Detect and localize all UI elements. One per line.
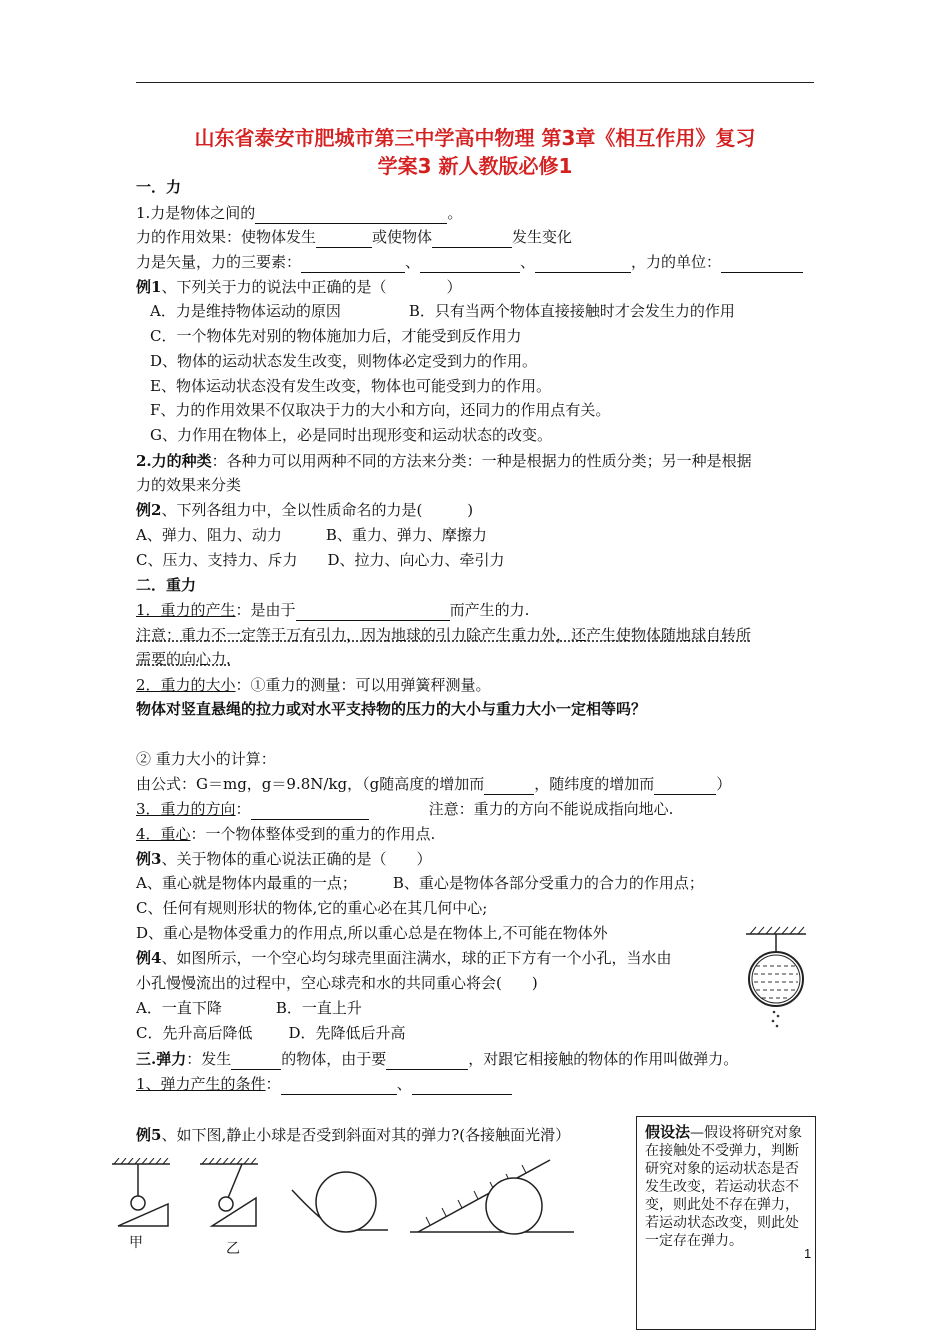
hypothesis-method-note — [636, 1116, 816, 1330]
force-effect-line: 力的作用效果：使物体发生 或使物体 发生变化 — [136, 228, 573, 246]
example3-question: 例3、关于物体的重心说法正确的是（ ） — [136, 850, 432, 868]
example4-option-ab: A．一直下降 B．一直上升 — [136, 999, 362, 1017]
example3-option-c: C、任何有规则形状的物体,它的重心必在其几何中心; — [136, 899, 488, 917]
center-of-gravity-line: 4．重心：一个物体整体受到的重力的作用点. — [136, 825, 436, 843]
force-def-line: 1.力是物体之间的 。 — [136, 204, 463, 222]
force-elements-line: 力是矢量，力的三要素： 、 、 ，力的单位： — [136, 251, 803, 273]
gravity-formula-line: 由公式：G＝mg，g＝9.8N/kg，（g随高度的增加而 ，随纬度的增加而 ） — [136, 775, 732, 793]
example1-question: 例1、下列关于力的说法中正确的是（ ） — [136, 278, 462, 296]
gravity-note-line2: 需要的向心力. — [136, 650, 231, 668]
example3-option-ab: A、重心就是物体内最重的一点； B、重心是物体各部分受重力的合力的作用点； — [136, 874, 704, 892]
example4-question-line2: 小孔慢慢流出的过程中，空心球壳和水的共同重心将会( ) — [136, 974, 538, 992]
elastic-condition-line: 1、弹力产生的条件： 、 — [136, 1073, 512, 1095]
page-number: 1 — [804, 1246, 812, 1261]
doc-title-line1: 山东省泰安市肥城市第三中学高中物理 第3章《相互作用》复习 — [194, 126, 756, 150]
example4-option-cd: C．先升高后降低 D．先降低后升高 — [136, 1024, 406, 1042]
example1-option-g: G、力作用在物体上，必是同时出现形变和运动状态的改变。 — [150, 426, 552, 444]
example1-option-f: F、力的作用效果不仅取决于力的大小和方向，还同力的作用点有关。 — [150, 401, 611, 419]
example5-question: 例5、如下图,静止小球是否受到斜面对其的弹力?(各接触面光滑） — [136, 1126, 571, 1144]
example4-question-line1: 例4、如图所示，一个空心均匀球壳里面注满水，球的正下方有一个小孔，当水由 — [136, 949, 672, 967]
figure-incline-ball — [410, 1160, 574, 1234]
example2-option-cd: C、压力、支持力、斥力 D、拉力、向心力、牵引力 — [136, 551, 505, 569]
gravity-calc-heading: ② 重力大小的计算： — [136, 750, 276, 768]
example1-option-d: D、物体的运动状态发生改变，则物体必定受到力的作用。 — [150, 352, 538, 370]
section2-heading: 二．重力 — [136, 576, 197, 594]
figure-jia — [112, 1158, 170, 1226]
example1-option-ab: A．力是维持物体运动的原因 B．只有当两个物体直接接触时才会发生力的作用 — [150, 302, 735, 320]
note-box-bold: 假设法 — [645, 1123, 691, 1141]
gravity-bold-question: 物体对竖直悬绳的拉力或对水平支持物的压力的大小与重力大小一定相等吗？ — [136, 700, 647, 718]
example2-option-ab: A、弹力、阻力、动力 B、重力、弹力、摩擦力 — [136, 526, 487, 544]
figure-label-jia: 甲 — [129, 1235, 143, 1251]
elastic-force-line: 三.弹力：发生 的物体，由于要 ，对跟它相接触的物体的作用叫做弹力。 — [136, 1050, 739, 1068]
header-rule — [136, 82, 814, 83]
force-kinds-line2: 力的效果来分类 — [136, 476, 242, 494]
gravity-origin-line: 1．重力的产生：是由于 而产生的力. — [136, 601, 530, 619]
note-box-text: —假设将研究对象在接触处不受弹力，判断研究对象的运动状态是否发生改变，若运动状态不变，则此处不存在弹力，若运动状态改变，则此处一定存在弹力。 — [645, 1125, 803, 1249]
force-kinds-line1: 2.力的种类：各种力可以用两种不同的方法来分类：一种是根据力的性质分类；另一种是根据 — [136, 452, 752, 470]
figure-curve-ball — [292, 1172, 388, 1232]
example3-option-d: D、重心是物体受重力的作用点,所以重心总是在物体上,不可能在物体外 — [136, 924, 608, 942]
hollow-sphere-figure — [740, 926, 812, 1034]
figure-label-yi: 乙 — [226, 1241, 240, 1257]
example2-question: 例2、下列各组力中，全以性质命名的力是( ) — [136, 501, 474, 519]
gravity-size-line: 2．重力的大小：①重力的测量：可以用弹簧秤测量。 — [136, 676, 491, 694]
example5-figures — [104, 1158, 584, 1244]
example1-option-c: C．一个物体先对别的物体施加力后，才能受到反作用力 — [150, 327, 522, 345]
section1-heading: 一．力 — [136, 178, 182, 196]
gravity-note-line1: 注意：重力不一定等于万有引力，因为地球的引力除产生重力外，还产生使物体随地球自转所 — [136, 626, 752, 644]
doc-title-line2: 学案3 新人教版必修1 — [377, 154, 573, 178]
gravity-direction-line: 3．重力的方向： 注意：重力的方向不能说成指向地心. — [136, 800, 674, 818]
example1-option-e: E、物体运动状态没有发生改变，物体也可能受到力的作用。 — [150, 377, 551, 395]
figure-yi — [200, 1158, 258, 1226]
